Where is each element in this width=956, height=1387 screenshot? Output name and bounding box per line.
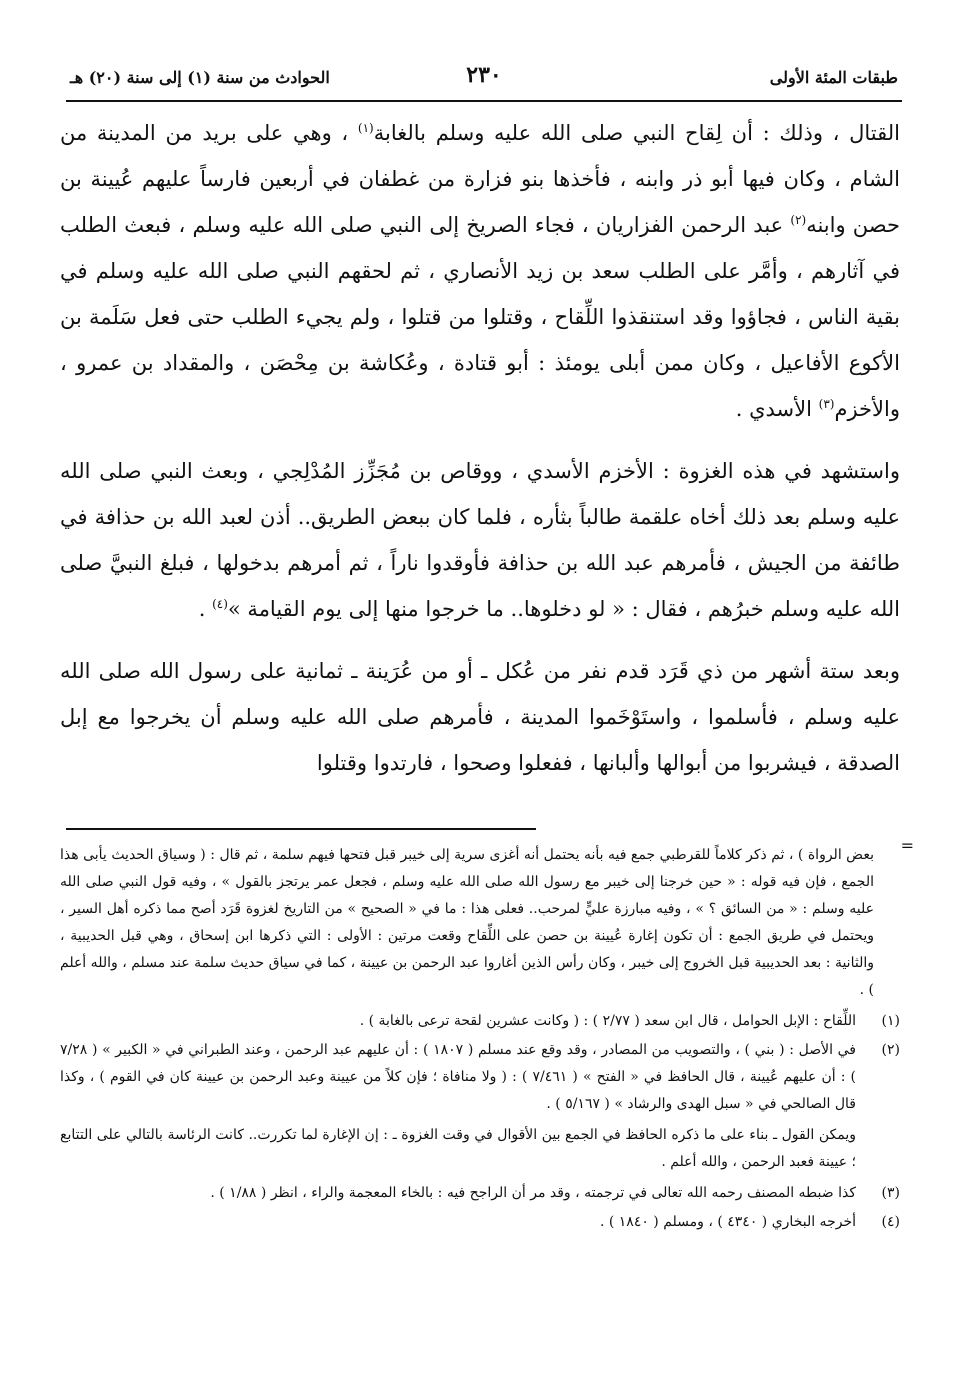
text-segment: عبد الرحمن الفزاريان ، فجاء الصريخ إلى النبي صلى الله عليه وسلم ، فبعث الطلب في آثارهم ، وأمَّر على الطلب سعد بن زيد الأنصاري ، ثم لحقهم النبي صلى الله عليه وسلم في بقية الناس ، فجاؤوا وقد استنقذوا اللِّقاح ، وقتلوا من قتلوا ، ولم يجيء الطلب حتى فعل سَلَمة بن الأكوع الأفاعيل ، وكان ممن أبلى يومئذ : أبو قتادة ، وعُكاشة بن مِحْصَن ، والمقداد بن عمرو ، والأخزم [60, 213, 900, 421]
footnote-note: ويمكن القول ـ بناء على ما ذكره الحافظ في الجمع بين الأقوال في وقت الغزوة ـ : إن الإغارة لما تكررت.. كانت الرئاسة بالتالي على التتابع ؛ عيينة فعبد الرحمن ، والله أعلم . [60, 1127, 856, 1170]
footnote-number: (٢) [881, 1042, 900, 1058]
footnote-text: في الأصل : ( بني ) ، والتصويب من المصادر ، وقد وقع عند مسلم ( ١٨٠٧ ) : أن عليهم عبد الرحمن ، وعند الطبراني في « الكبير » ( ٧/٢٨ ) : أن عليهم عُيينة ، قال الحافظ في « الفتح » ( ٧/٤٦١ ) : ( ولا منافاة ؛ فإن كلاً من عيينة وعبد الرحمن بن عيينة كان في القوم ) ، وكذا قال الصالحي في « سبل الهدى والرشاد » ( ٥/١٦٧ ) . [60, 1042, 857, 1112]
page-number: ٢٣٠ [466, 62, 502, 88]
footnote-ref[interactable]: (٤) [212, 597, 228, 611]
footnote-text: أخرجه البخاري ( ٤٣٤٠ ) ، ومسلم ( ١٨٤٠ ) . [599, 1214, 856, 1230]
text-segment: . [198, 597, 213, 621]
footnote-divider [66, 828, 536, 830]
paragraph [60, 448, 900, 632]
section-title: الحوادث من سنة (١) إلى سنة (٢٠) هـ [70, 68, 330, 87]
footnotes-section [60, 842, 900, 1238]
paragraph [60, 110, 900, 432]
footnote-ref[interactable]: (١) [357, 121, 374, 135]
footnote [60, 1180, 900, 1207]
footnote-ref[interactable]: (٢) [790, 213, 807, 227]
footnote [60, 1209, 900, 1236]
footnote [60, 1008, 900, 1035]
header-divider [66, 100, 902, 102]
text-segment: وبعد ستة أشهر من ذي قَرَد قدم نفر من عُكل ـ أو من عُرَينة ـ ثمانية على رسول الله صلى الله عليه وسلم ، فأسلموا ، واستَوْخَموا المدينة ، فأمرهم صلى الله عليه وسلم أن يخرجوا مع إبل الصدقة ، فيشربوا من أبوالها وألبانها ، ففعلوا وصحوا ، فارتدوا وقتلوا [60, 659, 900, 775]
footnote-number: (٤) [881, 1214, 900, 1230]
running-header [70, 62, 898, 98]
main-text [60, 110, 900, 802]
footnote [60, 1037, 900, 1118]
text-segment: القتال ، وذلك : أن لِقاح النبي صلى الله عليه وسلم بالغابة [373, 121, 900, 145]
book-title: طبقات المئة الأولى [769, 68, 898, 87]
footnote-number: (٣) [881, 1185, 900, 1201]
continuation-mark: = [900, 836, 914, 855]
footnote-continuation: بعض الرواة ) ، ثم ذكر كلاماً للقرطبي جمع فيه بأنه يحتمل أنه أغزى سرية إلى خيبر قبل فتحها فيهم سلمة ، ثم قال : ( وسياق الحديث يأبى هذا الجمع ، فإن فيه قوله : « حين خرجنا إلى خيبر مع رسول الله صلى الله عليه وسلم ، فجعل عمر يرتجز بالقول » ، وفيه قول النبي صلى الله عليه وسلم : « من السائق ؟ » ، وفيه مبارزة عليٍّ لمرحب.. فعلى هذا : ما في « الصحيح » من التاريخ لغزوة قَرَد أصح مما ذكره أهل السير ، ويحتمل في طريق الجمع : أن تكون إغارة عُيينة بن حصن على اللِّقاح وقعت مرتين : الأولى : التي ذكرها ابن إسحاق ، وهي قبل الحديبية ، والثانية : بعد الحديبية قبل الخروج إلى خيبر ، وكان رأس الذين أغاروا عبد الرحمن بن عيينة ، كما في سياق حديث سلمة عند مسلم ، والله أعلم ) . [60, 847, 874, 998]
footnote-text: كذا ضبطه المصنف رحمه الله تعالى في ترجمته ، وقد مر أن الراجح فيه : بالخاء المعجمة والراء ، انظر ( ١/٨٨ ) . [210, 1185, 856, 1201]
footnote-number: (١) [881, 1013, 900, 1029]
text-segment: واستشهد في هذه الغزوة : الأخزم الأسدي ، ووقاص بن مُجَزِّز المُدْلِجي ، وبعث النبي صلى الله عليه وسلم بعد ذلك أخاه علقمة طالباً بثأره ، فلما كان ببعض الطريق.. أذن لعبد الله بن حذافة في طائفة من الجيش ، فأمرهم عبد الله بن حذافة فأوقدوا ناراً ، ثم أمرهم بدخولها ، فبلغ النبيَّ صلى الله عليه وسلم خبرُهم ، فقال : « لو دخلوها.. ما خرجوا منها إلى يوم القيامة » [60, 459, 900, 621]
paragraph [60, 648, 900, 786]
footnote-text: اللِّقاح : الإبل الحوامل ، قال ابن سعد ( ٢/٧٧ ) : ( وكانت عشرين لقحة ترعى بالغابة ) . [359, 1013, 856, 1029]
text-segment: الأسدي . [735, 397, 819, 421]
text-segment: ، وهي على بريد من المدينة من الشام ، وكان فيها أبو ذر وابنه ، فأخذها بنو فزارة من غطفان في أربعين فارساً عليهم عُيينة بن حصن وابنه [60, 121, 900, 237]
footnote-ref[interactable]: (٣) [818, 397, 835, 411]
